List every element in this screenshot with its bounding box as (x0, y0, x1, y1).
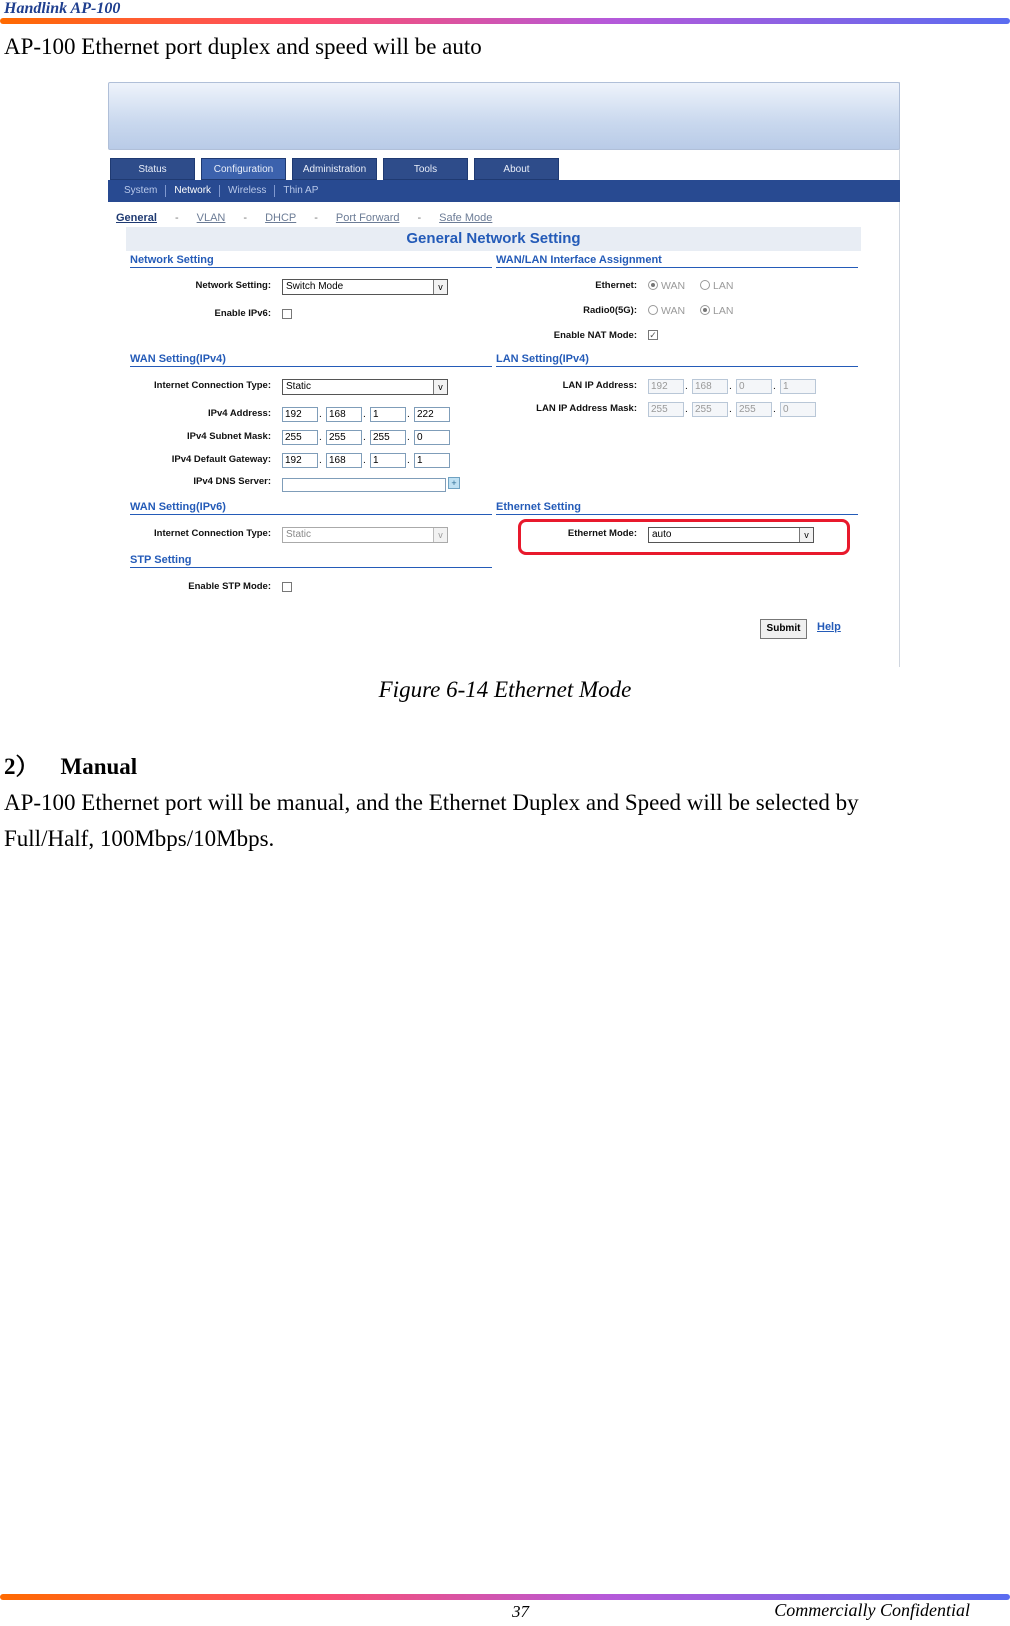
document-header-title: Handlink AP-100 (4, 0, 121, 17)
ip-dot: . (363, 409, 366, 420)
ethernet-mode-select[interactable] (648, 527, 814, 543)
label-network-setting: Network Setting: (195, 280, 271, 291)
screenshot-figure (108, 82, 900, 667)
radio-label-lan: LAN (713, 305, 734, 317)
lan-ip-octet-4: 1 (780, 379, 816, 394)
lan-mask-octet-2: 255 (692, 402, 728, 417)
page-tab-dhcp[interactable]: DHCP (265, 212, 297, 224)
gateway-octet-2[interactable]: 168 (326, 453, 362, 468)
radio-label-lan: LAN (713, 280, 734, 292)
footer-confidential: Commercially Confidential (774, 1600, 970, 1620)
ip-dot: . (407, 455, 410, 466)
gateway-octet-4[interactable]: 1 (414, 453, 450, 468)
lan-ip-octet-2: 168 (692, 379, 728, 394)
ip-dot: . (319, 455, 322, 466)
subnet-mask-octet-2[interactable]: 255 (326, 430, 362, 445)
lan-ip-octet-3: 0 (736, 379, 772, 394)
page-tab-general[interactable]: General (116, 212, 157, 224)
label-enable-stp: Enable STP Mode: (188, 581, 271, 592)
tab-status[interactable]: Status (110, 158, 195, 180)
enable-stp-checkbox[interactable] (282, 582, 292, 592)
ip-dot: . (407, 432, 410, 443)
lan-mask-octet-1: 255 (648, 402, 684, 417)
tab-tools[interactable]: Tools (383, 158, 468, 180)
section-lan-ipv4: LAN Setting(IPv4) (496, 353, 858, 367)
radio-selected-icon (700, 305, 710, 315)
label-wan-conn-type: Internet Connection Type: (154, 380, 271, 391)
section-network-setting: Network Setting (130, 254, 492, 268)
ipv4-address-octet-1[interactable]: 192 (282, 407, 318, 422)
add-dns-icon[interactable]: + (448, 477, 460, 489)
ethernet-wan-radio[interactable] (648, 280, 685, 292)
ip-dot: . (685, 381, 688, 392)
lan-mask-octet-3: 255 (736, 402, 772, 417)
app-banner (108, 82, 900, 150)
section-number: 2） (4, 754, 39, 779)
section-wan-ipv4: WAN Setting(IPv4) (130, 353, 492, 367)
ip-dot: . (773, 404, 776, 415)
submit-button[interactable]: Submit (760, 619, 807, 639)
label-subnet-mask: IPv4 Subnet Mask: (187, 431, 271, 442)
page-tab-safe-mode[interactable]: Safe Mode (439, 212, 493, 224)
page-title: General Network Setting (126, 227, 861, 251)
label-ethernet: Ethernet: (595, 280, 637, 291)
radio0-wan-radio[interactable] (648, 305, 685, 317)
help-link[interactable]: Help (817, 621, 841, 633)
page-tab-vlan[interactable]: VLAN (196, 212, 226, 224)
subnet-mask-octet-1[interactable]: 255 (282, 430, 318, 445)
chevron-down-icon: v (799, 528, 813, 542)
radio0-lan-radio[interactable] (700, 305, 733, 317)
label-dns-server: IPv4 DNS Server: (193, 476, 271, 487)
page-tab-separator: - (174, 212, 179, 224)
gateway-octet-3[interactable]: 1 (370, 453, 406, 468)
radio-empty-icon (648, 305, 658, 315)
wan-conn-type-select[interactable] (282, 379, 448, 395)
ipv4-address-octet-2[interactable]: 168 (326, 407, 362, 422)
header-gradient-bar (0, 18, 1010, 24)
chevron-down-icon: v (433, 380, 447, 394)
radio-empty-icon (700, 280, 710, 290)
section-wan-ipv6: WAN Setting(IPv6) (130, 501, 492, 515)
page-tab-separator: - (314, 212, 318, 224)
ip-dot: . (773, 381, 776, 392)
ip-dot: . (729, 404, 732, 415)
label-enable-ipv6: Enable IPv6: (214, 308, 271, 319)
radio-label-wan: WAN (661, 305, 686, 317)
subnet-mask-octet-3[interactable]: 255 (370, 430, 406, 445)
lan-mask-octet-4: 0 (780, 402, 816, 417)
network-setting-value: Switch Mode (286, 281, 344, 292)
ip-dot: . (319, 409, 322, 420)
section-body-line-1: AP-100 Ethernet port will be manual, and the Ethernet Duplex and Speed will be selected by (4, 790, 859, 815)
sub-nav (108, 180, 900, 202)
gateway-octet-1[interactable]: 192 (282, 453, 318, 468)
ip-dot: . (407, 409, 410, 420)
page-tabs (116, 212, 492, 224)
section-wan-lan-assignment: WAN/LAN Interface Assignment (496, 254, 858, 268)
figure-caption: Figure 6-14 Ethernet Mode (378, 677, 632, 702)
ip-dot: . (319, 432, 322, 443)
subtab-wireless[interactable]: Wireless (220, 185, 275, 197)
enable-ipv6-checkbox[interactable] (282, 309, 292, 319)
ip-dot: . (729, 381, 732, 392)
label-ethernet-mode: Ethernet Mode: (567, 528, 637, 539)
ip-dot: . (363, 432, 366, 443)
ipv4-address-octet-4[interactable]: 222 (414, 407, 450, 422)
radio-selected-icon (648, 280, 658, 290)
tab-administration[interactable]: Administration (292, 158, 377, 180)
intro-text: AP-100 Ethernet port duplex and speed will be auto (4, 34, 482, 59)
dns-server-input[interactable] (282, 478, 446, 492)
enable-nat-checkbox[interactable]: ✓ (649, 330, 657, 340)
ipv4-address-octet-3[interactable]: 1 (370, 407, 406, 422)
page-number: 37 (512, 1602, 529, 1621)
ip-dot: . (685, 404, 688, 415)
chevron-down-icon: v (433, 280, 447, 294)
section-body-line-2: Full/Half, 100Mbps/10Mbps. (4, 826, 275, 851)
section-title: Manual (60, 754, 138, 779)
page-tab-separator: - (243, 212, 248, 224)
wan6-conn-type-select[interactable] (282, 527, 448, 543)
network-setting-select[interactable] (282, 279, 448, 295)
label-radio0: Radio0(5G): (583, 305, 637, 316)
subtab-system[interactable]: System (116, 185, 166, 197)
main-nav (110, 158, 559, 180)
subnet-mask-octet-4[interactable]: 0 (414, 430, 450, 445)
radio-label-wan: WAN (661, 280, 686, 292)
label-ipv4-address: IPv4 Address: (207, 408, 271, 419)
lan-ip-octet-1: 192 (648, 379, 684, 394)
tab-configuration[interactable]: Configuration (201, 158, 286, 180)
ip-dot: . (363, 455, 366, 466)
ethernet-lan-radio[interactable] (700, 280, 733, 292)
page-tab-separator: - (417, 212, 422, 224)
section-heading (4, 748, 137, 781)
wan6-conn-type-value: Static (286, 529, 312, 540)
label-wan6-conn-type: Internet Connection Type: (154, 528, 271, 539)
chevron-down-icon: v (433, 528, 447, 542)
page-tab-port-forward[interactable]: Port Forward (335, 212, 400, 224)
section-ethernet-setting: Ethernet Setting (496, 501, 858, 515)
label-default-gateway: IPv4 Default Gateway: (171, 454, 271, 465)
label-lan-mask: LAN IP Address Mask: (536, 403, 637, 414)
section-stp-setting: STP Setting (130, 554, 492, 568)
label-enable-nat: Enable NAT Mode: (553, 330, 637, 341)
label-lan-ip: LAN IP Address: (562, 380, 637, 391)
subtab-thin-ap[interactable]: Thin AP (283, 185, 319, 196)
subtab-network[interactable]: Network (166, 185, 220, 197)
tab-about[interactable]: About (474, 158, 559, 180)
wan-conn-type-value: Static (286, 381, 312, 392)
ethernet-mode-value: auto (652, 529, 672, 540)
